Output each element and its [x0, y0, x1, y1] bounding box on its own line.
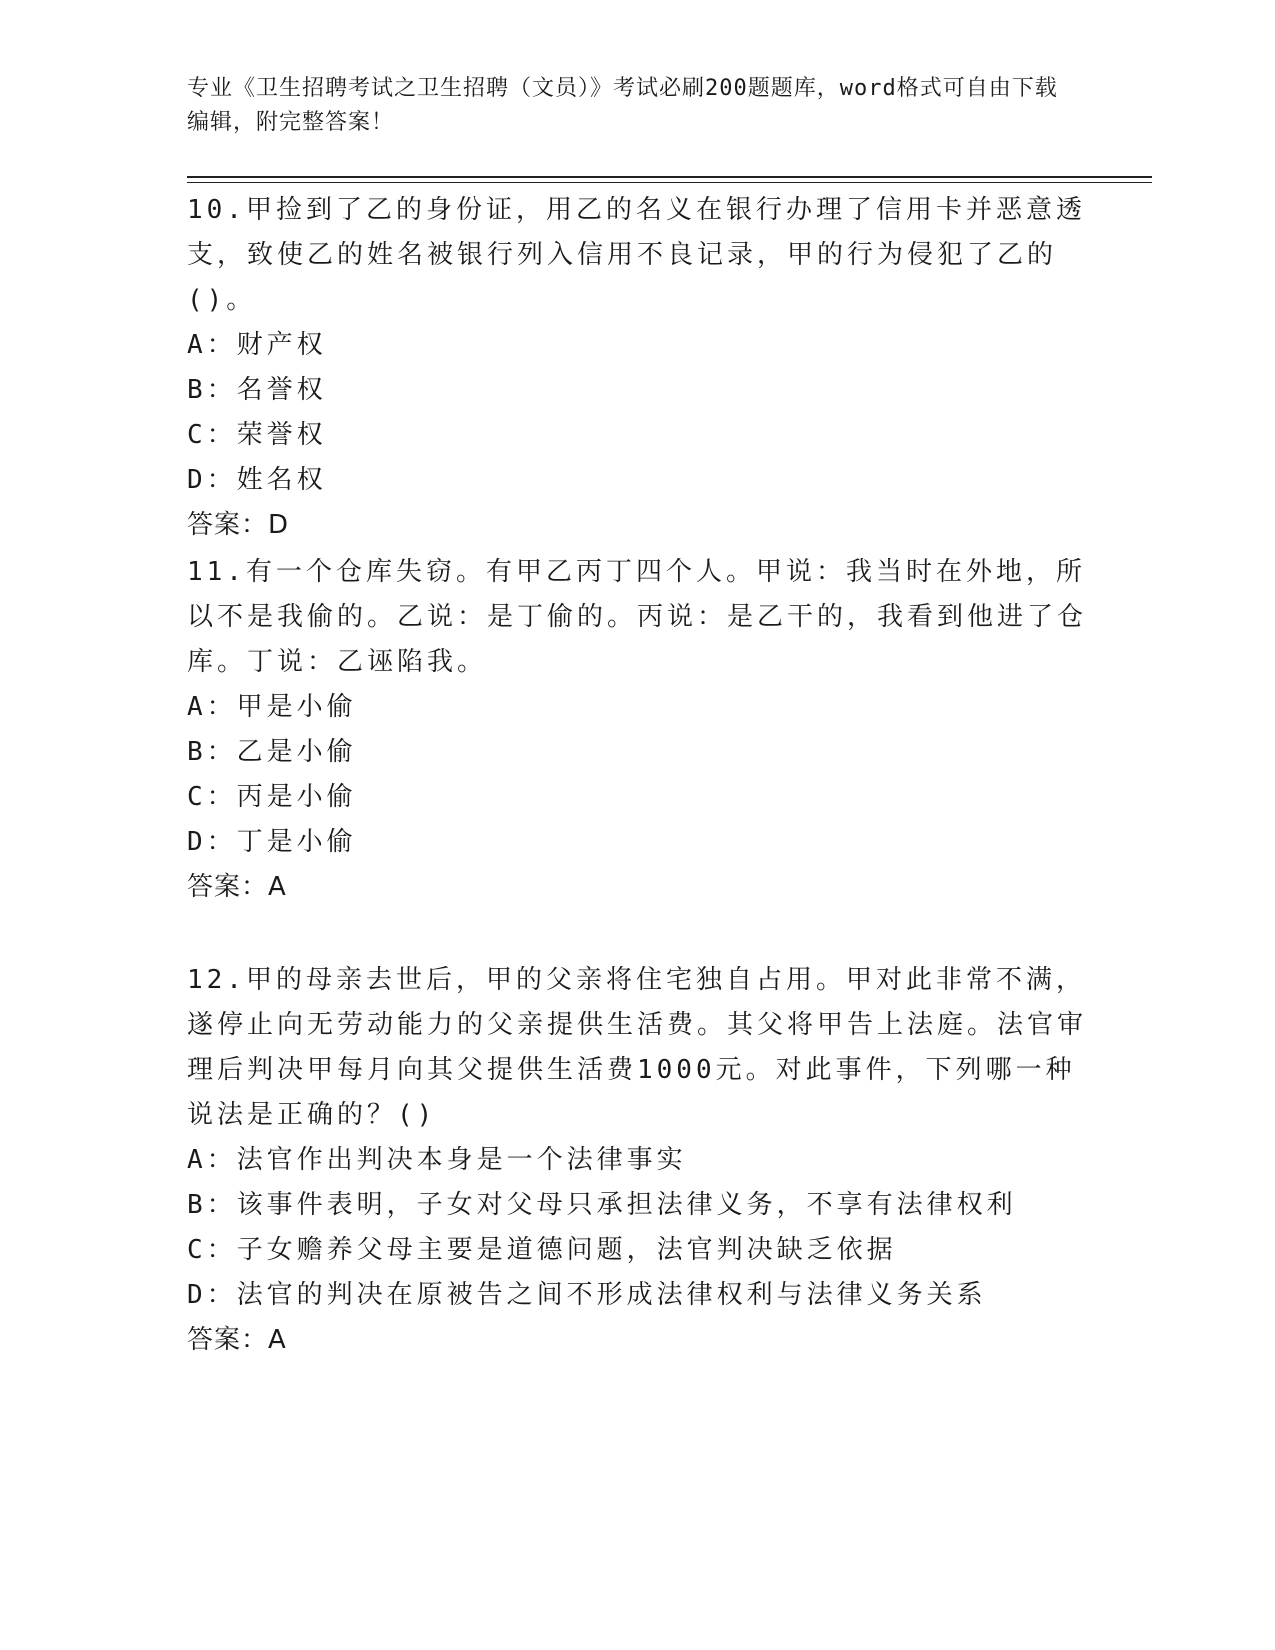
question-stem: 12.甲的母亲去世后，甲的父亲将住宅独自占用。甲对此非常不满，遂停止向无劳动能力的父亲提供生活费。其父将甲告上法庭。法官审理后判决甲每月向其父提供生活费1000元。对此事件，下列哪一种说法是正确的？(): [187, 965, 1088, 1130]
option-b: B：该事件表明，子女对父母只承担法律义务，不享有法律权利: [187, 1190, 1017, 1220]
document-header-intro: 专业《卫生招聘考试之卫生招聘（文员）》考试必刷200题题库，word格式可自由下载编辑，附完整答案！: [187, 76, 1058, 135]
option-d: D：姓名权: [187, 465, 327, 495]
question-stem: 11.有一个仓库失窃。有甲乙丙丁四个人。甲说：我当时在外地，所以不是我偷的。乙说：是丁偷的。丙说：是乙干的，我看到他进了仓库。丁说：乙诬陷我。: [187, 557, 1088, 677]
option-b: B：乙是小偷: [187, 737, 357, 767]
question-10: [187, 188, 1087, 548]
option-d: D：法官的判决在原被告之间不形成法律权利与法律义务关系: [187, 1280, 987, 1310]
answer: 答案：D: [187, 510, 290, 540]
answer: 答案：A: [187, 872, 287, 902]
option-d: D：丁是小偷: [187, 827, 357, 857]
option-c: C：丙是小偷: [187, 782, 357, 812]
question-11: [187, 550, 1087, 910]
header-divider-thin: [187, 182, 1152, 183]
option-a: A：甲是小偷: [187, 692, 357, 722]
answer: 答案：A: [187, 1325, 287, 1355]
question-stem: 10.甲捡到了乙的身份证，用乙的名义在银行办理了信用卡并恶意透支，致使乙的姓名被银行列入信用不良记录，甲的行为侵犯了乙的()。: [187, 195, 1086, 315]
option-c: C：子女赡养父母主要是道德问题，法官判决缺乏依据: [187, 1235, 897, 1265]
option-a: A：财产权: [187, 330, 327, 360]
option-c: C：荣誉权: [187, 420, 327, 450]
option-b: B：名誉权: [187, 375, 327, 405]
option-a: A：法官作出判决本身是一个法律事实: [187, 1145, 687, 1175]
header-divider-thick: [187, 176, 1152, 178]
question-12: [187, 958, 1087, 1363]
